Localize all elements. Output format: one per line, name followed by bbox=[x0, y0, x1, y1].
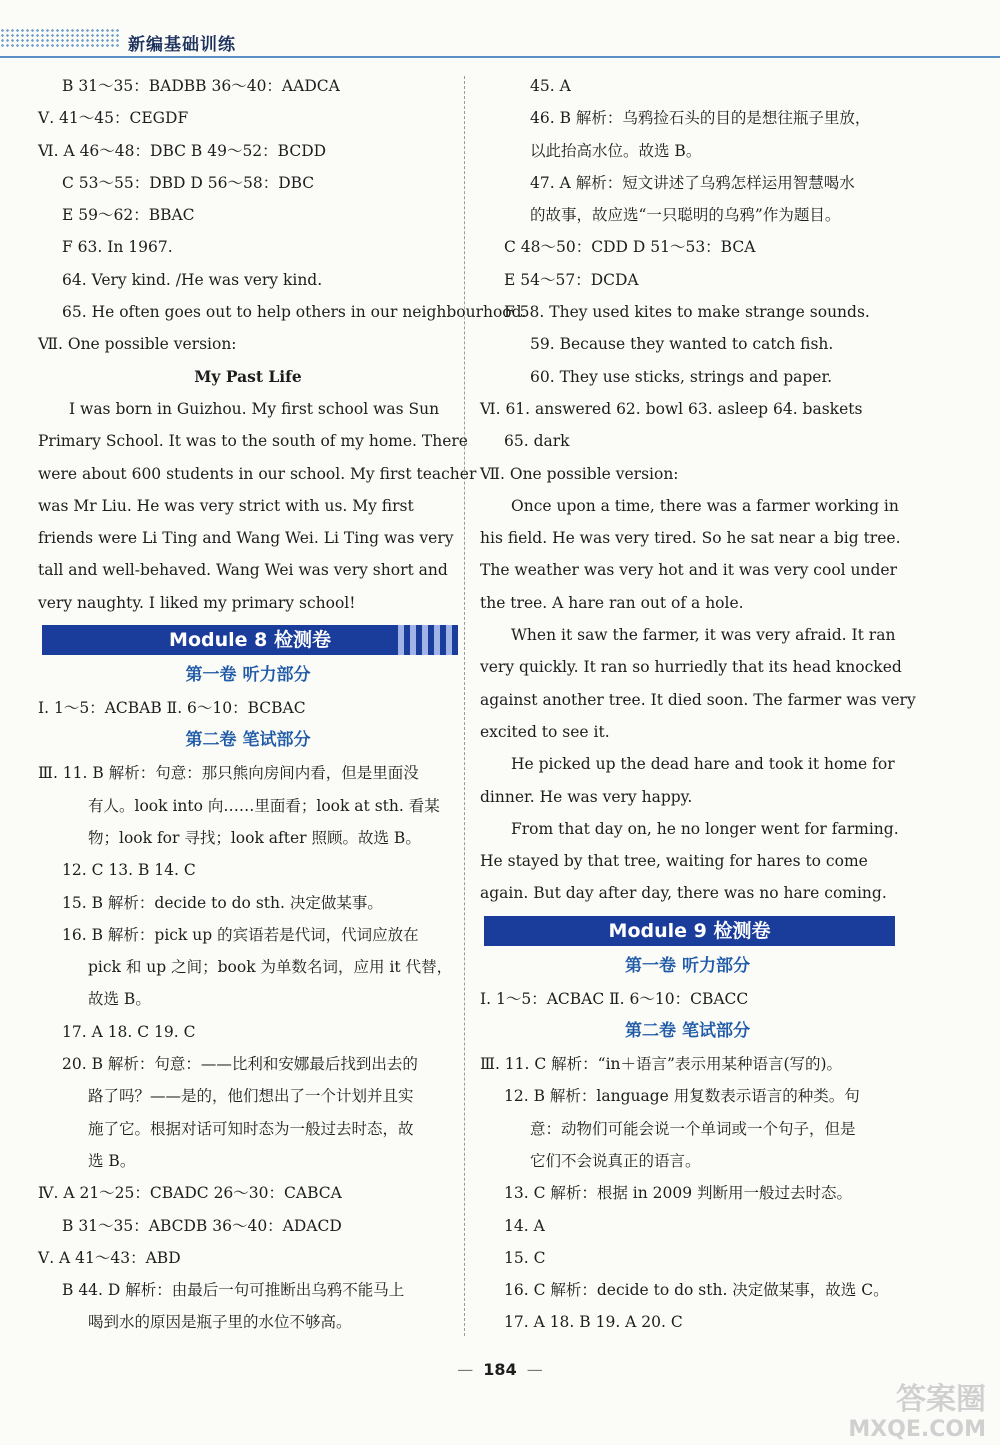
answer-line: 17. A 18. B 19. A 20. C bbox=[504, 1313, 683, 1332]
answer-line: pick 和 up 之间；book 为单数名词，应用 it 代替， bbox=[88, 958, 453, 977]
answer-line: E 54～57：DCDA bbox=[504, 270, 639, 289]
module8-banner bbox=[42, 625, 458, 655]
answer-line: Ⅳ. A 21～25：CBADC 26～30：CABCA bbox=[38, 1184, 342, 1203]
module9-listening-answers: Ⅰ. 1～5：ACBAC Ⅱ. 6～10：CBACC bbox=[480, 989, 749, 1008]
answer-line: I was born in Guizhou. My first school was Sun bbox=[69, 399, 440, 418]
answer-line: 它们不会说真正的语言。 bbox=[530, 1151, 701, 1170]
answer-line: F 63. In 1967. bbox=[62, 238, 173, 257]
answer-line: Ⅵ. A 46～48：DBC B 49～52：BCDD bbox=[38, 141, 327, 160]
answer-line: Once upon a time, there was a farmer working in bbox=[511, 496, 899, 515]
answer-line: 12. B 解析：language 用复数表示语言的种类。句 bbox=[504, 1087, 860, 1106]
answer-line: 65. He often goes out to help others in our neighbourhood. bbox=[62, 303, 527, 322]
answer-line: The weather was very hot and it was very cool under bbox=[480, 561, 898, 580]
module9-section2: 第二卷 笔试部分 bbox=[625, 1021, 750, 1042]
answer-line: 65. dark bbox=[504, 432, 570, 451]
answer-line: was Mr Liu. He was very strict with us. My first bbox=[38, 496, 414, 515]
page-number: 184 bbox=[483, 1360, 517, 1379]
answer-line: very naughty. I liked my primary school! bbox=[38, 593, 356, 612]
answer-line: He picked up the dead hare and took it home for bbox=[511, 755, 895, 774]
answer-line: dinner. He was very happy. bbox=[480, 787, 693, 806]
answer-line: 15. B 解析：decide to do sth. 决定做某事。 bbox=[62, 893, 383, 912]
answer-line: 60. They use sticks, strings and paper. bbox=[530, 367, 833, 386]
module9-title: Module 9 检测卷 bbox=[608, 919, 771, 942]
module8-section1: 第一卷 听力部分 bbox=[185, 665, 311, 686]
module9-banner bbox=[484, 916, 895, 946]
answer-line: Primary School. It was to the south of my home. There bbox=[38, 432, 468, 451]
answer-line: Ⅶ. One possible version: bbox=[38, 335, 237, 354]
answer-line: 施了它。根据对话可知时态为一般过去时态，故 bbox=[88, 1119, 414, 1138]
answer-line: 17. A 18. C 19. C bbox=[62, 1022, 196, 1041]
answer-line: excited to see it. bbox=[480, 722, 610, 741]
book-title: 新编基础训练 bbox=[128, 35, 236, 55]
answer-line: F 58. They used kites to make strange sounds. bbox=[504, 303, 870, 322]
answer-line: 喝到水的原因是瓶子里的水位不够高。 bbox=[88, 1313, 352, 1332]
answer-line: 意：动物们可能会说一个单词或一个句子，但是 bbox=[530, 1119, 856, 1138]
answer-line: 46. B 解析：乌鸦捡石头的目的是想往瓶子里放， bbox=[530, 109, 871, 128]
module8-title: Module 8 检测卷 bbox=[169, 629, 331, 652]
answer-line: Ⅲ. 11. C 解析：“in＋语言”表示用某种语言(写的)。 bbox=[480, 1055, 843, 1074]
answer-line: 59. Because they wanted to catch fish. bbox=[530, 335, 834, 354]
answer-line: were about 600 students in our school. My first teacher bbox=[38, 464, 477, 483]
answer-line: 选 B。 bbox=[88, 1151, 136, 1170]
answer-line: From that day on, he no longer went for farming. bbox=[511, 819, 899, 838]
answer-line: 15. C bbox=[504, 1248, 546, 1267]
answer-line: Ⅶ. One possible version: bbox=[480, 464, 679, 483]
answer-line: tall and well-behaved. Wang Wei was very short and bbox=[38, 561, 448, 580]
answer-line: 的故事，故应选“一只聪明的乌鸦”作为题目。 bbox=[530, 206, 841, 225]
column-divider bbox=[464, 76, 465, 1336]
answer-line: his field. He was very tired. So he sat near a big tree. bbox=[480, 529, 901, 548]
answer-line: Ⅵ. 61. answered 62. bowl 63. asleep 64. baskets bbox=[480, 399, 863, 418]
answer-line: B 44. D 解析：由最后一句可推断出乌鸦不能马上 bbox=[62, 1281, 405, 1300]
answer-line: 有人。look into 向……里面看；look at sth. 看某 bbox=[88, 796, 440, 815]
answer-line: very quickly. It ran so hurriedly that its head knocked bbox=[480, 658, 902, 677]
answer-line: against another tree. It died soon. The farmer was very bbox=[480, 690, 916, 709]
answer-line: 12. C 13. B 14. C bbox=[62, 861, 196, 880]
watermark-logo bbox=[848, 1382, 986, 1445]
module8-listening-answers: Ⅰ. 1～5：ACBAB Ⅱ. 6～10：BCBAC bbox=[38, 699, 306, 718]
module9-section1: 第一卷 听力部分 bbox=[625, 955, 750, 976]
answer-line: 故选 B。 bbox=[88, 990, 151, 1009]
answer-line: 路了吗？——是的，他们想出了一个计划并且实 bbox=[88, 1087, 414, 1106]
answer-line: B 31～35：ABCDB 36～40：ADACD bbox=[62, 1216, 342, 1235]
answer-line: 45. A bbox=[530, 77, 571, 95]
answer-line: 47. A 解析：短文讲述了乌鸦怎样运用智慧喝水 bbox=[530, 173, 855, 192]
answer-line: 16. C 解析：decide to do sth. 决定做某事，故选 C。 bbox=[504, 1281, 889, 1300]
answer-line: 物；look for 寻找；look after 照顾。故选 B。 bbox=[88, 828, 421, 847]
answer-line: Ⅴ. 41～45：CEGDF bbox=[38, 109, 189, 128]
watermark-line1: 答案圈 bbox=[896, 1382, 986, 1417]
answer-line: When it saw the farmer, it was very afraid. It ran bbox=[511, 626, 896, 645]
answer-line: C 53～55：DBD D 56～58：DBC bbox=[62, 173, 315, 192]
answer-line: 64. Very kind. /He was very kind. bbox=[62, 270, 323, 289]
watermark-line2: MXQE.COM bbox=[848, 1417, 986, 1442]
answer-line: again. But day after day, there was no hare coming. bbox=[480, 884, 887, 903]
answer-line: 20. B 解析：句意：——比利和安娜最后找到出去的 bbox=[62, 1055, 418, 1074]
answer-line: friends were Li Ting and Wang Wei. Li Ting was very bbox=[38, 529, 454, 548]
module8-section2: 第二卷 笔试部分 bbox=[185, 730, 311, 751]
answer-line: He stayed by that tree, waiting for hares to come bbox=[480, 852, 868, 871]
answer-line: C 48～50：CDD D 51～53：BCA bbox=[504, 238, 756, 257]
answer-line: My Past Life bbox=[194, 366, 302, 386]
answer-line: E 59～62：BBAC bbox=[62, 206, 195, 225]
right-column bbox=[480, 70, 916, 1339]
header-dots bbox=[0, 28, 120, 48]
answer-line: 13. C 解析：根据 in 2009 判断用一般过去时态。 bbox=[504, 1184, 853, 1203]
page-number-row: — 184 — bbox=[457, 1360, 543, 1379]
banner-decoration bbox=[398, 625, 458, 655]
answer-line: Ⅴ. A 41～43：ABD bbox=[38, 1248, 181, 1267]
answer-line: B 31～35：BADBB 36～40：AADCA bbox=[62, 77, 340, 95]
header-rule bbox=[0, 56, 1000, 58]
answer-line: Ⅲ. 11. B 解析：句意：那只熊向房间内看，但是里面没 bbox=[38, 764, 419, 783]
answer-line: 以此抬高水位。故选 B。 bbox=[530, 141, 702, 160]
answer-line: 14. A bbox=[504, 1216, 545, 1235]
answer-line: 16. B 解析：pick up 的宾语若是代词，代词应放在 bbox=[62, 925, 419, 944]
answer-line: the tree. A hare ran out of a hole. bbox=[480, 593, 744, 612]
